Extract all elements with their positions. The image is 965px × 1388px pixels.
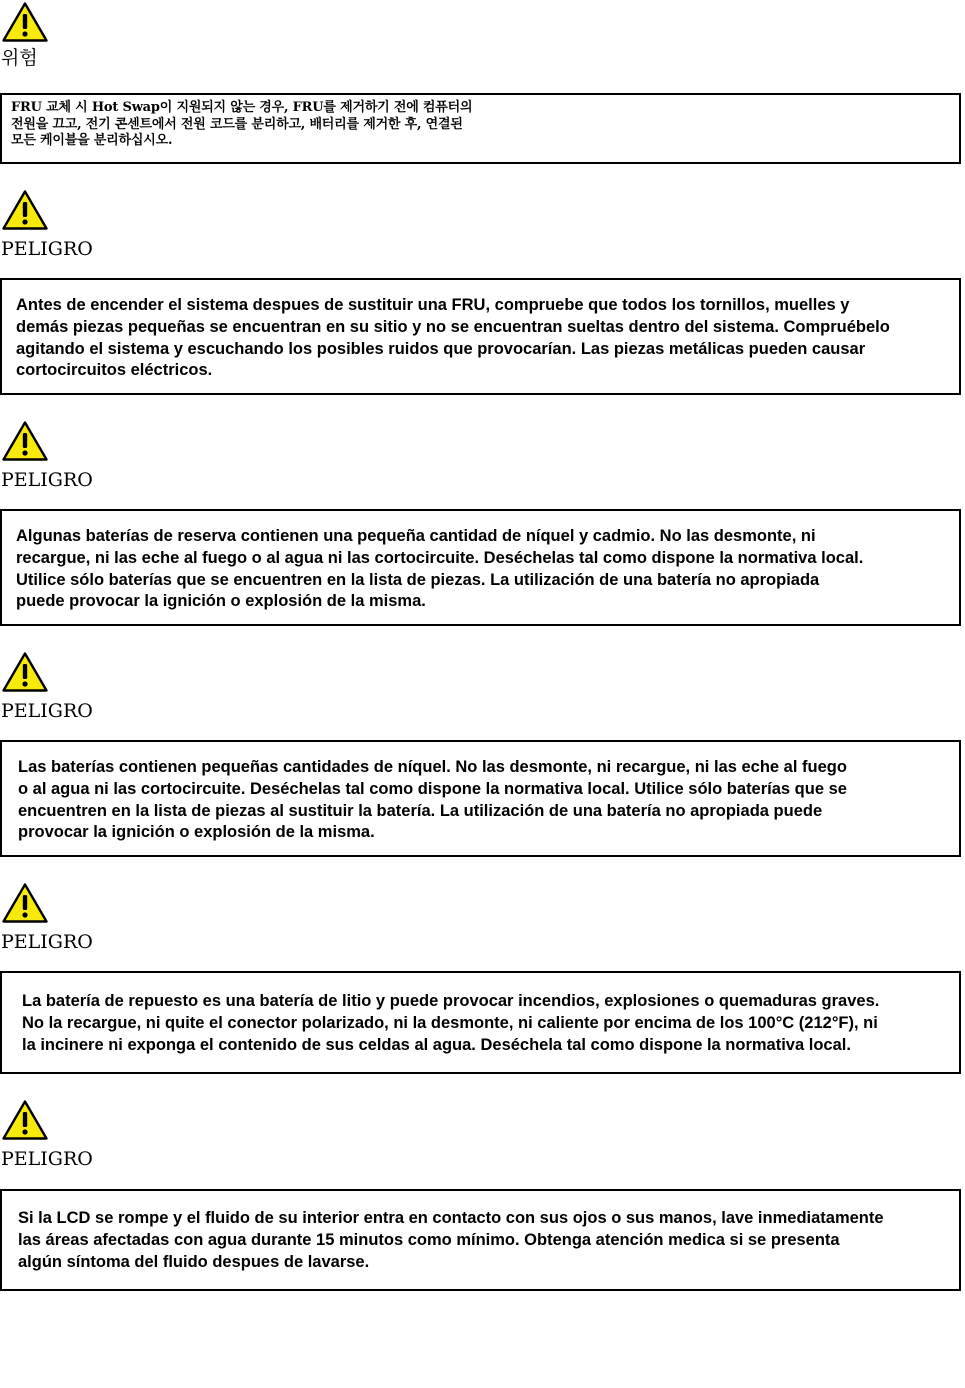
notice-text: La batería de repuesto es una batería de litio y puede provocar incendios, explosiones o quemaduras graves. No la recargue, ni quite el conector polarizado, ni la desmonte, ni caliente por encima de los 100°C (212°F), ni la incinere ni exponga el contenido de sus celdas al agua. Deséchela tal como dispone la normativa local. (22, 992, 880, 1054)
notice-box (0, 1189, 961, 1291)
notice-box (0, 971, 961, 1074)
warning-triangle-icon (2, 883, 48, 923)
notice-box (0, 509, 961, 626)
notice-heading: PELIGRO (1, 700, 93, 722)
warning-triangle-icon (2, 2, 48, 42)
notice-box (0, 93, 961, 164)
warning-triangle-icon (2, 1100, 48, 1140)
warning-triangle-icon (2, 652, 48, 692)
notice-heading: PELIGRO (1, 931, 93, 953)
notice-text: Algunas baterías de reserva contienen una pequeña cantidad de níquel y cadmio. No las desmonte, ni recargue, ni las eche al fuego o al agua ni las cortocircuite. Deséchelas tal como dispone la normativa local. Utilice sólo baterías que se encuentren en la lista de piezas. La utilización de una batería no apropiada puede provocar la ignición o explosión de la misma. (16, 527, 864, 611)
notice-text: Si la LCD se rompe y el fluido de su interior entra en contacto con sus ojos o sus manos, lave inmediatamente las áreas afectadas con agua durante 15 minutos como mínimo. Obtenga atención medica si se presenta algún síntoma del fluido despues de lavarse. (18, 1209, 884, 1271)
notice-box (0, 278, 961, 395)
notice-text: Las baterías contienen pequeñas cantidades de níquel. No las desmonte, ni recargue, ni las eche al fuego o al agua ni las cortocircuite. Deséchelas tal como dispone la normativa local. Utilice sólo baterías que se encuentren en la lista de piezas al sustituir la batería. La utilización de una batería no apropiada puede provocar la ignición o explosión de la misma. (18, 758, 847, 842)
warning-triangle-icon (2, 190, 48, 230)
warning-triangle-icon (2, 421, 48, 461)
notice-heading: 위험 (1, 47, 38, 69)
notice-box (0, 740, 961, 857)
notice-heading: PELIGRO (1, 469, 93, 491)
notice-text: Antes de encender el sistema despues de sustituir una FRU, compruebe que todos los tornillos, muelles y demás piezas pequeñas se encuentran en su sitio y no se encuentran sueltas dentro del sistema. Compruébelo agitando el sistema y escuchando los posibles ruidos que provocarían. Las piezas metálicas pueden causar cortocircuitos eléctricos. (16, 296, 890, 380)
notice-heading: PELIGRO (1, 1148, 93, 1170)
notice-text: FRU 교체 시 Hot Swap이 지원되지 않는 경우, FRU를 제거하기 전에 컴퓨터의 전원을 끄고, 전기 콘센트에서 전원 코드를 분리하고, 배터리를 제거한 후, 연결된 모든 케이블을 분리하십시오. (11, 100, 473, 148)
notice-heading: PELIGRO (1, 238, 93, 260)
